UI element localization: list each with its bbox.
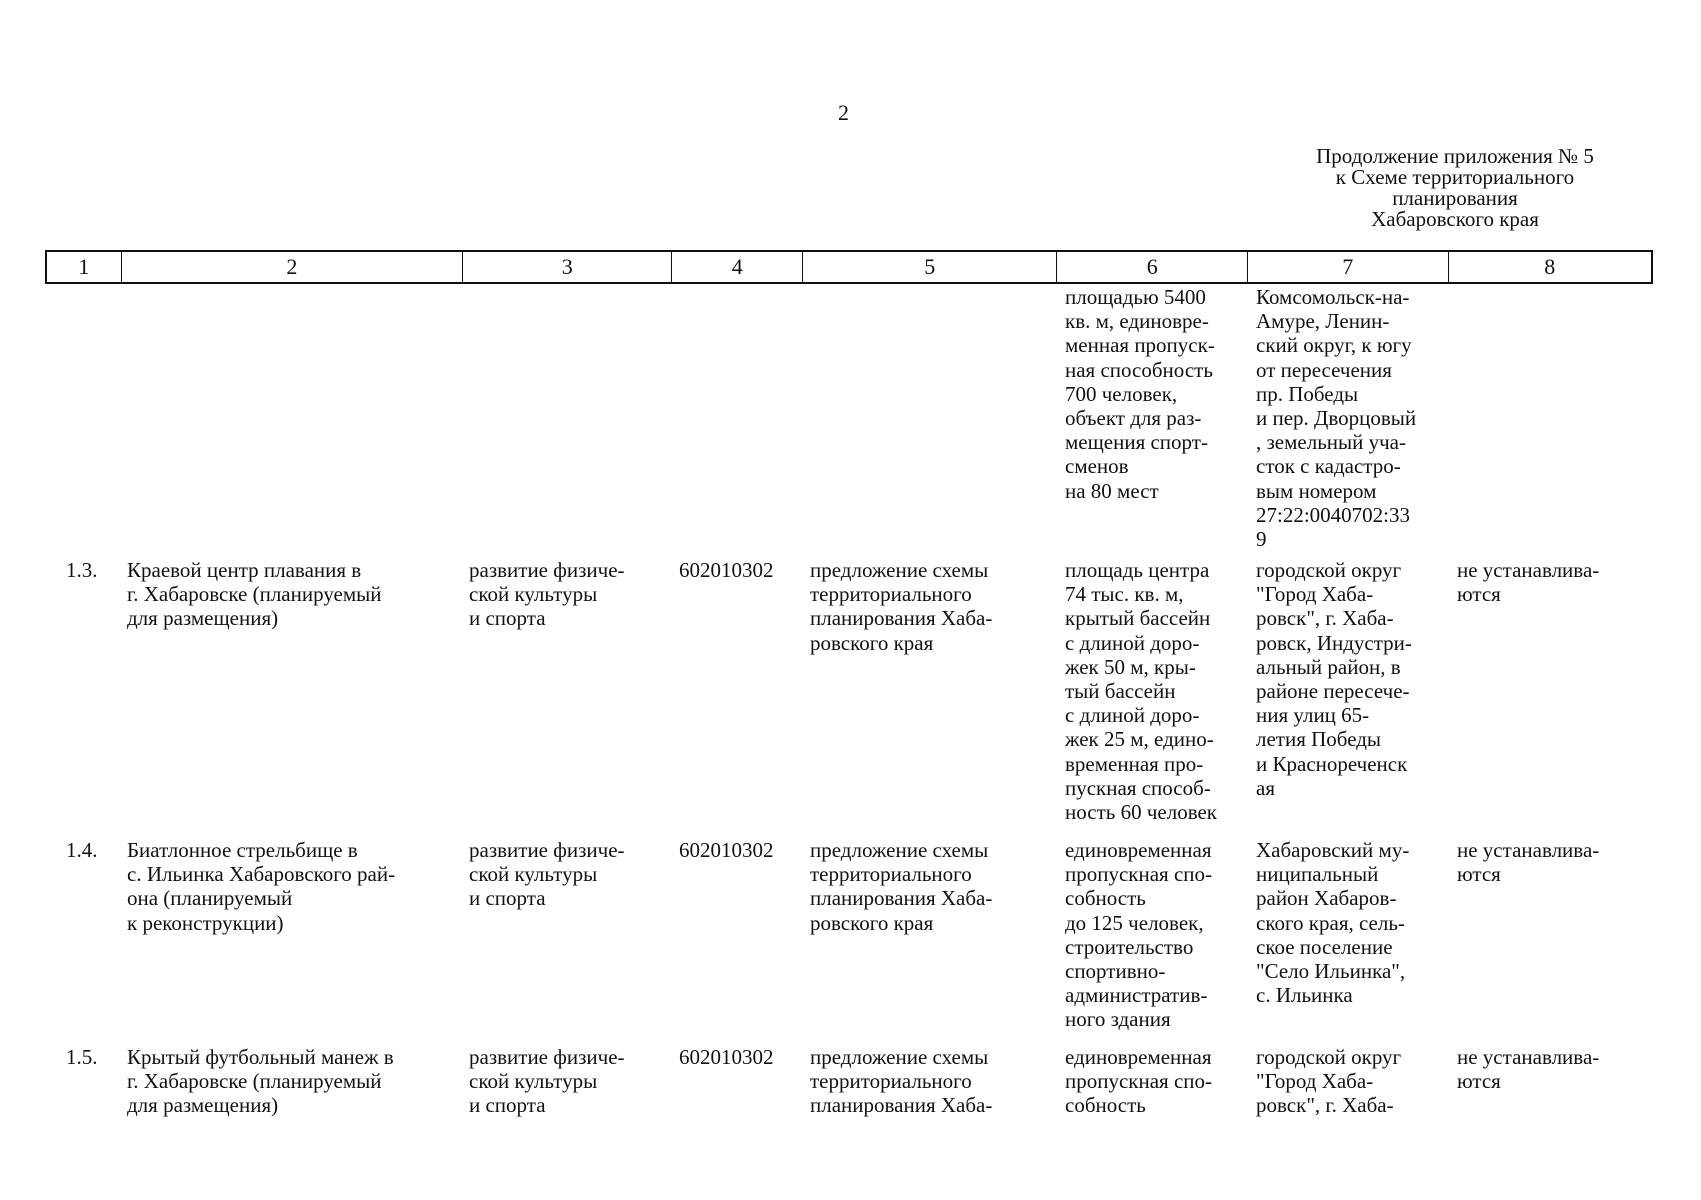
object-name-cell: Крытый футбольный манеж в г. Хабаровске (планируемый для размещения) [127,1045,394,1118]
purpose-cell: развитие физиче- ской культуры и спорта [469,838,625,911]
column-header-2: 2 [122,252,463,282]
row-number-cell: 1.5. [66,1045,98,1069]
characteristics-cell: площадь центра 74 тыс. кв. м, крытый бассейн с длиной доро- жек 50 м, кры- тый бассейн с длиной доро- жек 25 м, едино- временная про- пускная способ- ность 60 человек [1065,558,1218,825]
basis-cell: предложение схемы территориального планирования Хаба- ровского края [810,838,993,935]
annex-header [1240,146,1670,230]
column-header-7: 7 [1248,252,1449,282]
zones-cell: не устанавлива- ются [1457,838,1600,887]
characteristics-cell: площадью 5400 кв. м, единовре- менная пропуск- ная способность 700 человек, объект для раз- мещения спорт- сменов на 80 мест [1065,285,1215,503]
basis-cell [803,285,1058,551]
code-cell: 602010302 [679,558,774,582]
characteristics-cell: единовременная пропускная спо- собность [1065,1045,1213,1118]
row-number-cell: 1.3. [66,558,98,582]
location-cell: Хабаровский му- ниципальный район Хабаров- ского края, сель- ское поселение "Село Ильинка", с. Ильинка [1256,838,1410,1008]
zones-cell [1450,285,1653,551]
table-row [45,285,1653,551]
table-row [45,1045,1653,1118]
code-cell: 602010302 [679,1045,774,1069]
location-cell: городской округ "Город Хаба- ровск", г. Хаба- [1256,1045,1402,1118]
column-header-8: 8 [1544,254,1556,279]
annex-line-3: планирования [1392,186,1518,210]
page-number: 2 [838,100,849,125]
code-cell [672,285,803,551]
purpose-cell [462,285,672,551]
table-row [45,558,1653,824]
basis-cell: предложение схемы территориального планирования Хаба- [810,1045,993,1118]
annex-line-4: Хабаровского края [1371,207,1539,231]
location-cell: городской округ "Город Хаба- ровск", г. Хаба- ровск, Индустри- альный район, в районе пересече- ния улиц 65- летия Победы и Краснореченск ая [1256,558,1412,800]
code-cell: 602010302 [679,838,774,862]
column-header-3: 3 [463,252,672,282]
column-header-6: 6 [1057,252,1248,282]
column-header-5: 5 [803,252,1057,282]
annex-line-1: Продолжение приложения № 5 [1316,144,1594,168]
basis-cell: предложение схемы территориального планирования Хаба- ровского края [810,558,993,655]
purpose-cell: развитие физиче- ской культуры и спорта [469,1045,625,1118]
annex-line-2: к Схеме территориального [1335,165,1575,189]
object-name-cell [120,285,462,551]
row-number-cell: 1.4. [66,838,98,862]
column-header-4: 4 [672,252,803,282]
characteristics-cell: единовременная пропускная спо- собность до 125 человек, строительство спортивно- административ- ного здания [1065,838,1213,1032]
table-header [45,250,1653,284]
location-cell: Комсомольск-на- Амуре, Ленин- ский округ, к югу от пересечения пр. Победы и пер. Дворцовый , земельный уча- сток с кадастро- вым номером 27:22:0040702:33 9 [1256,285,1417,552]
zones-cell: не устанавлива- ются [1457,1045,1600,1094]
table-row [45,838,1653,1032]
zones-cell: не устанавлива- ются [1457,558,1600,607]
object-name-cell: Краевой центр плавания в г. Хабаровске (планируемый для размещения) [127,558,382,631]
column-header-1: 1 [47,252,122,282]
row-number-cell [45,285,120,551]
purpose-cell: развитие физиче- ской культуры и спорта [469,558,625,631]
object-name-cell: Биатлонное стрельбище в с. Ильинка Хабаровского рай- она (планируемый к реконструкции) [127,838,396,935]
